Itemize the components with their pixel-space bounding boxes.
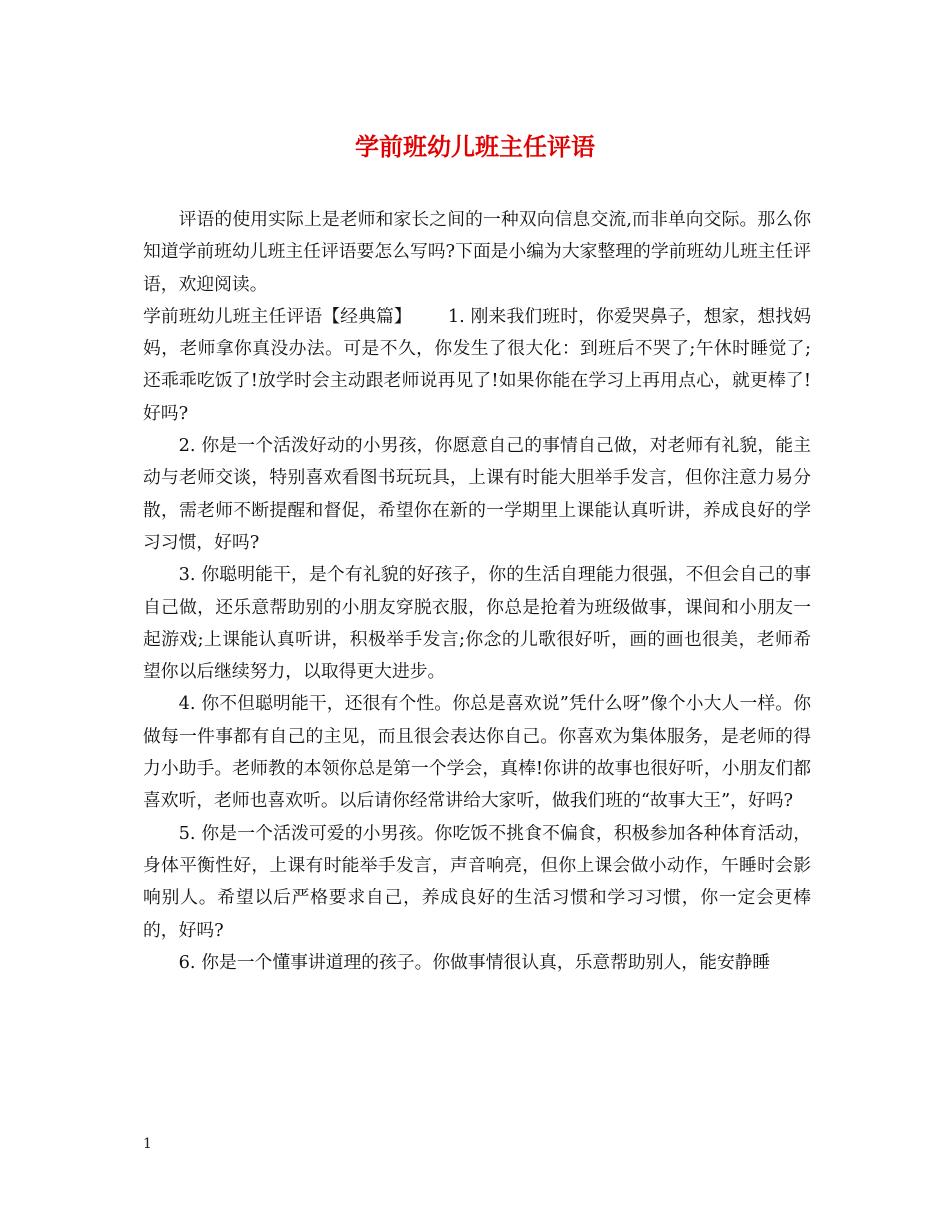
comment-item-4: 4. 你不但聪明能干，还很有个性。你总是喜欢说”凭什么呀”像个小大人一样。你做每一件事都有自己的主见，而且很会表达你自己。你喜欢为集体服务，是老师的得力小助手。老师教的本领你总是第一个学会，真棒!你讲的故事也很好听，小朋友们都喜欢听，老师也喜欢听。以后请你经常讲给大家听，做我们班的“故事大王”，好吗?: [143, 693, 811, 812]
intro-paragraph: 评语的使用实际上是老师和家长之间的一种双向信息交流,而非单向交际。那么你知道学前班幼儿班主任评语要怎么写吗?下面是小编为大家整理的学前班幼儿班主任评语，欢迎阅读。: [143, 209, 811, 295]
page-number: 1: [143, 1136, 152, 1152]
section-heading-line: [143, 301, 811, 430]
section-heading: 学前班幼儿班主任评语【经典篇】: [143, 305, 412, 327]
comment-item-1: 1. 刚来我们班时，你爱哭鼻子，想家，想找妈妈，老师拿你真没办法。可是不久，你发生了很大化：到班后不哭了;午休时睡觉了;还乖乖吃饭了!放学时会主动跟老师说再见了!如果你能在学习上再用点心，就更棒了!好吗?: [143, 305, 811, 424]
comment-item-3: 3. 你聪明能干，是个有礼貌的好孩子，你的生活自理能力很强，不但会自己的事自己做，还乐意帮助别的小朋友穿脱衣服，你总是抢着为班级做事，课间和小朋友一起游戏;上课能认真听讲，积极举手发言;你念的儿歌很好听，画的画也很美，老师希望你以后继续努力，以取得更大进步。: [143, 564, 811, 683]
comment-item-2: 2. 你是一个活泼好动的小男孩，你愿意自己的事情自己做，对老师有礼貌，能主动与老师交谈，特别喜欢看图书玩玩具，上课有时能大胆举手发言，但你注意力易分散，需老师不断提醒和督促，希望你在新的一学期里上课能认真听讲，养成良好的学习习惯，好吗?: [143, 435, 811, 553]
document-title: 学前班幼儿班主任评语: [355, 133, 595, 161]
comment-item-5: 5. 你是一个活泼可爱的小男孩。你吃饭不挑食不偏食，积极参加各种体育活动，身体平衡性好，上课有时能举手发言，声音响亮，但你上课会做小动作，午睡时会影响别人。希望以后严格要求自己，养成良好的生活习惯和学习习惯，你一定会更棒的，好吗?: [143, 822, 811, 941]
comment-item-6: 6. 你是一个懂事讲道理的孩子。你做事情很认真，乐意帮助别人，能安静睡: [178, 951, 771, 973]
document-body: [143, 204, 811, 979]
